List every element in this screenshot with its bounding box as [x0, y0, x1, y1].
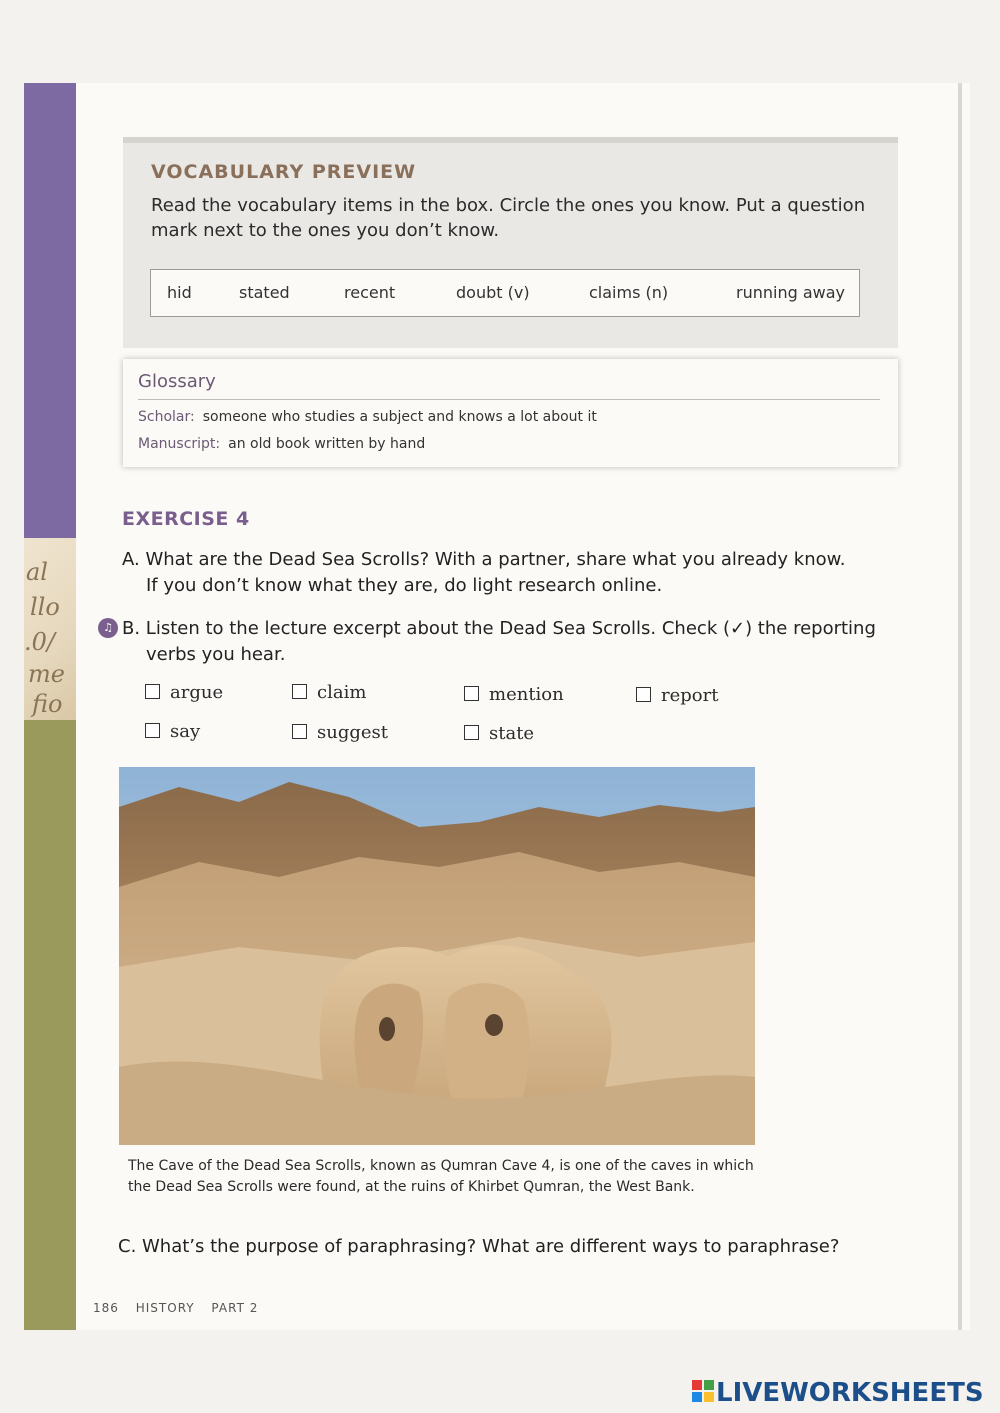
vocabulary-instruction: Read the vocabulary items in the box. Circle the ones you know. Put a question mark next to the ones you don’t know.: [151, 195, 866, 241]
question-a: [122, 547, 845, 599]
option-label: state: [489, 723, 535, 744]
vocab-word[interactable]: claims (n): [589, 283, 669, 302]
checkbox[interactable]: [292, 724, 307, 739]
glossary-title: Glossary: [138, 371, 216, 392]
glossary-term: Scholar:: [138, 409, 195, 425]
checkbox[interactable]: [292, 684, 307, 699]
page-edge: [958, 83, 962, 1330]
footer-part: PART 2: [211, 1301, 259, 1315]
glossary-divider: [138, 399, 880, 400]
question-a-line2: If you don’t know what they are, do light research online.: [146, 575, 663, 596]
glossary-definition: an old book written by hand: [228, 436, 426, 452]
exercise-title: EXERCISE 4: [122, 508, 250, 530]
option-report[interactable]: [636, 685, 718, 706]
page-number: 186: [93, 1301, 119, 1315]
question-c: C. What’s the purpose of paraphrasing? What are different ways to paraphrase?: [118, 1236, 840, 1257]
vocabulary-title: VOCABULARY PREVIEW: [151, 161, 417, 183]
checkbox[interactable]: [464, 725, 479, 740]
question-b: [122, 616, 876, 668]
side-band-manuscript: al llo .0/ me fio: [24, 538, 76, 720]
vocab-word[interactable]: doubt (v): [456, 283, 530, 302]
vocab-word[interactable]: running away: [736, 283, 845, 302]
vocab-word[interactable]: stated: [239, 283, 290, 302]
audio-icon[interactable]: ♫: [98, 618, 118, 638]
option-state[interactable]: [464, 723, 534, 744]
question-b-line2: verbs you hear.: [146, 644, 286, 665]
vocab-word[interactable]: recent: [344, 283, 396, 302]
glossary-entry: [138, 409, 597, 425]
checkbox[interactable]: [464, 686, 479, 701]
vocabulary-preview-panel: [123, 137, 898, 348]
option-argue[interactable]: [145, 682, 223, 703]
option-label: suggest: [317, 722, 388, 743]
option-label: argue: [170, 682, 224, 703]
option-label: say: [170, 721, 201, 742]
option-suggest[interactable]: [292, 722, 388, 743]
glossary-definition: someone who studies a subject and knows a lot about it: [202, 409, 597, 425]
photo-caption: The Cave of the Dead Sea Scrolls, known as Qumran Cave 4, is one of the caves in which the Dead Sea Scrolls were found, at the ruins of Khirbet Qumran, the West Bank.: [128, 1158, 754, 1195]
side-band-olive: [24, 720, 76, 1330]
vocab-word[interactable]: hid: [167, 283, 192, 302]
option-say[interactable]: [145, 721, 200, 742]
qumran-cave-photo: [119, 767, 755, 1145]
checkbox[interactable]: [636, 687, 651, 702]
option-label: mention: [489, 684, 564, 705]
checkbox[interactable]: [145, 723, 160, 738]
page-footer: [93, 1301, 270, 1315]
vocabulary-word-box: [150, 269, 860, 317]
liveworksheets-logo-icon: [692, 1380, 714, 1402]
footer-section: HISTORY: [135, 1301, 195, 1315]
option-label: claim: [317, 682, 367, 703]
glossary-term: Manuscript:: [138, 436, 221, 452]
option-claim[interactable]: [292, 682, 366, 703]
option-label: report: [661, 685, 719, 706]
brand-name: LIVEWORKSHEETS: [716, 1378, 984, 1408]
checkbox[interactable]: [145, 684, 160, 699]
glossary-box: [123, 359, 898, 467]
question-a-line1: A. What are the Dead Sea Scrolls? With a partner, share what you already know.: [122, 549, 846, 570]
glossary-entry: [138, 436, 425, 452]
option-mention[interactable]: [464, 684, 564, 705]
side-band-purple: [24, 83, 76, 538]
question-b-line1: B. Listen to the lecture excerpt about the Dead Sea Scrolls. Check (✓) the reporting: [122, 618, 876, 639]
